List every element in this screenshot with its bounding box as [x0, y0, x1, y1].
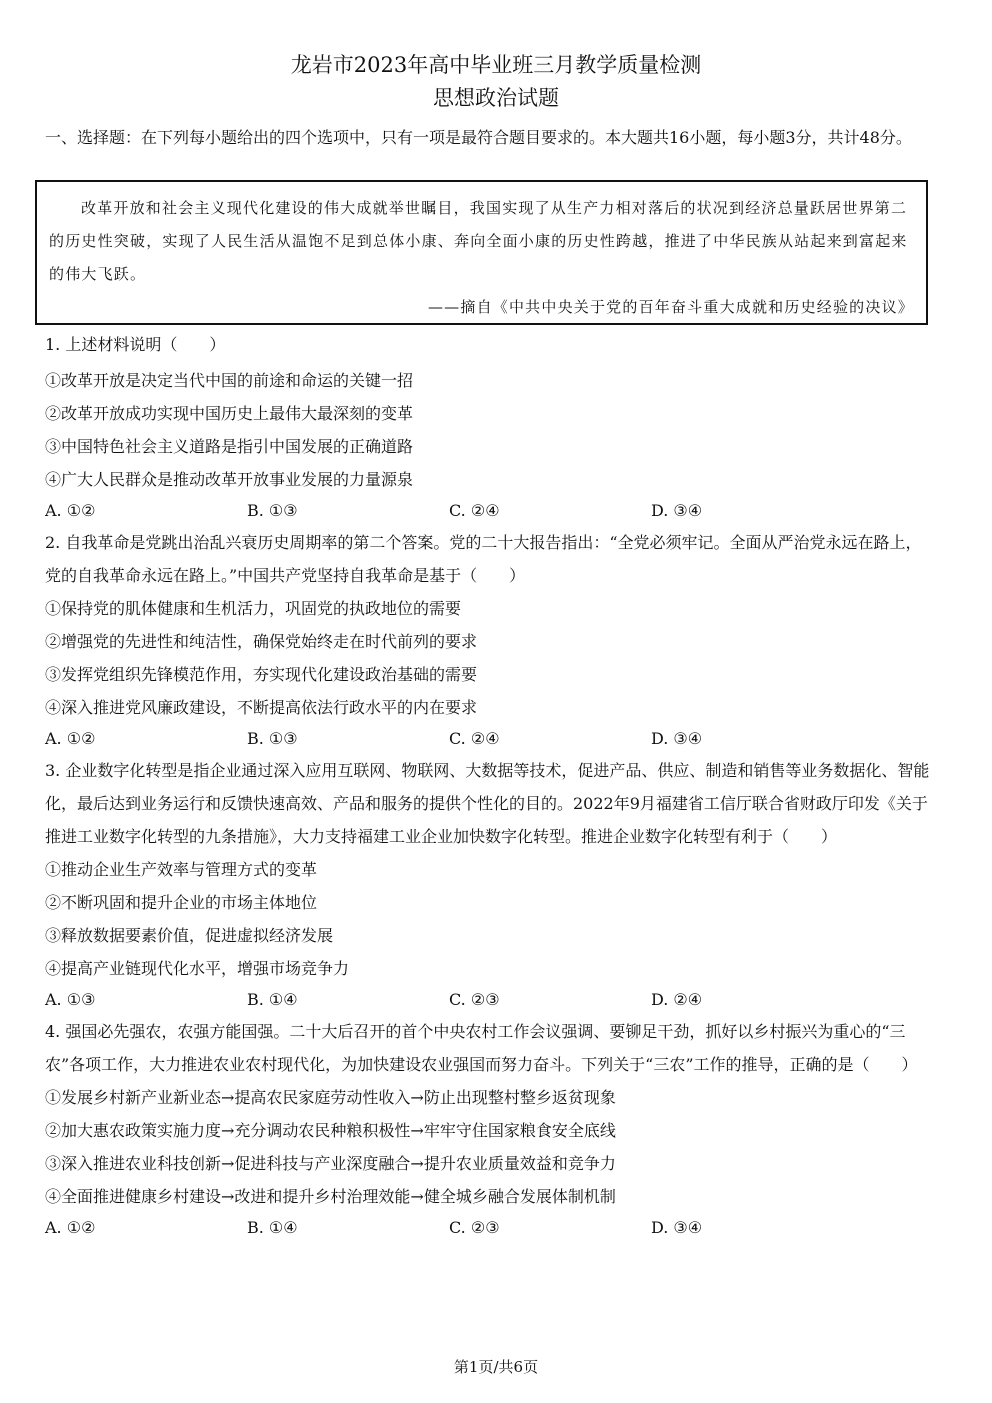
statement-option: ③释放数据要素价值，促进虚拟经济发展	[45, 926, 334, 945]
choice-d[interactable]: D. ②④	[651, 990, 703, 1009]
section-instructions: 一、选择题：在下列每小题给出的四个选项中，只有一项是最符合题目要求的。本大题共16小题，每小题3分，共计48分。	[45, 128, 912, 147]
statement-option: ②增强党的先进性和纯洁性，确保党始终走在时代前列的要求	[45, 632, 478, 651]
choice-b[interactable]: B. ①④	[247, 1218, 298, 1237]
choice-b[interactable]: B. ①④	[247, 990, 298, 1009]
exam-subject: 思想政治试题	[433, 86, 559, 110]
choice-d[interactable]: D. ③④	[651, 501, 703, 520]
statement-option: ③深入推进农业科技创新→促进科技与产业深度融合→提升农业质量效益和竞争力	[45, 1154, 616, 1173]
question-stem: 4. 强国必先强农，农强方能国强。二十大后召开的首个中央农村工作会议强调、要铆足干劲，抓好以乡村振兴为重心的“三农”各项工作，大力推进农业农村现代化，为加快建设农业强国而努力奋斗。下列关于“三农”工作的推导，正确的是（ ）	[45, 1022, 918, 1074]
question-3	[45, 754, 930, 1015]
material-text: 改革开放和社会主义现代化建设的伟大成就举世瞩目，我国实现了从生产力相对落后的状况到经济总量跃居世界第二的历史性突破，实现了人民生活从温饱不足到总体小康、奔向全面小康的历史性跨越，推进了中华民族从站起来到富起来的伟大飞跃。	[49, 199, 908, 283]
material-source: ——摘自《中共中央关于党的百年奋斗重大成就和历史经验的决议》	[427, 298, 914, 316]
question-2	[45, 526, 930, 754]
choice-d[interactable]: D. ③④	[651, 729, 703, 748]
exam-title: 龙岩市2023年高中毕业班三月教学质量检测	[290, 53, 702, 77]
statement-option: ④广大人民群众是推动改革开放事业发展的力量源泉	[45, 470, 414, 489]
statement-option: ③发挥党组织先锋模范作用，夯实现代化建设政治基础的需要	[45, 665, 478, 684]
choice-a[interactable]: A. ①②	[45, 501, 96, 520]
answer-choices	[45, 985, 930, 1015]
answer-choices	[45, 1213, 930, 1243]
statement-option: ②加大惠农政策实施力度→充分调动农民种粮积极性→牢牢守住国家粮食安全底线	[45, 1121, 616, 1140]
choice-b[interactable]: B. ①③	[247, 729, 298, 748]
choice-c[interactable]: C. ②③	[449, 1218, 500, 1237]
choice-b[interactable]: B. ①③	[247, 501, 298, 520]
page-number: 第1页/共6页	[453, 1358, 539, 1376]
choice-d[interactable]: D. ③④	[651, 1218, 703, 1237]
question-stem: 3. 企业数字化转型是指企业通过深入应用互联网、物联网、大数据等技术，促进产品、供应、制造和销售等业务数据化、智能化，最后达到业务运行和反馈快速高效、产品和服务的提供个性化的目的。2022年9月福建省工信厅联合省财政厅印发《关于推进工业数字化转型的九条措施》，大力支持福建工业企业加快数字化转型。推进企业数字化转型有利于（ ）	[45, 761, 930, 846]
statement-option: ①推动企业生产效率与管理方式的变革	[45, 860, 318, 879]
statement-option: ④深入推进党风廉政建设，不断提高依法行政水平的内在要求	[45, 698, 478, 717]
choice-c[interactable]: C. ②④	[449, 501, 500, 520]
question-list	[45, 328, 930, 1243]
statement-option: ③中国特色社会主义道路是指引中国发展的正确道路	[45, 437, 414, 456]
question-1	[45, 328, 930, 526]
statement-option: ①改革开放是决定当代中国的前途和命运的关键一招	[45, 371, 414, 390]
answer-choices	[45, 496, 930, 526]
choice-a[interactable]: A. ①③	[45, 990, 96, 1009]
choice-c[interactable]: C. ②③	[449, 990, 500, 1009]
choice-a[interactable]: A. ①②	[45, 729, 96, 748]
choice-c[interactable]: C. ②④	[449, 729, 500, 748]
answer-choices	[45, 724, 930, 754]
material-box	[35, 180, 928, 325]
question-4	[45, 1015, 930, 1243]
statement-option: ②不断巩固和提升企业的市场主体地位	[45, 893, 318, 912]
statement-option: ④提高产业链现代化水平，增强市场竞争力	[45, 959, 350, 978]
statement-option: ④全面推进健康乡村建设→改进和提升乡村治理效能→健全城乡融合发展体制机制	[45, 1187, 616, 1206]
statement-option: ②改革开放成功实现中国历史上最伟大最深刻的变革	[45, 404, 414, 423]
question-stem: 2. 自我革命是党跳出治乱兴衰历史周期率的第二个答案。党的二十大报告指出：“全党必须牢记。全面从严治党永远在路上，党的自我革命永远在路上。”中国共产党坚持自我革命是基于（ ）	[45, 533, 922, 585]
question-stem: 1. 上述材料说明（ ）	[45, 335, 226, 354]
choice-a[interactable]: A. ①②	[45, 1218, 96, 1237]
statement-option: ①发展乡村新产业新业态→提高农民家庭劳动性收入→防止出现整村整乡返贫现象	[45, 1088, 616, 1107]
statement-option: ①保持党的肌体健康和生机活力，巩固党的执政地位的需要	[45, 599, 462, 618]
